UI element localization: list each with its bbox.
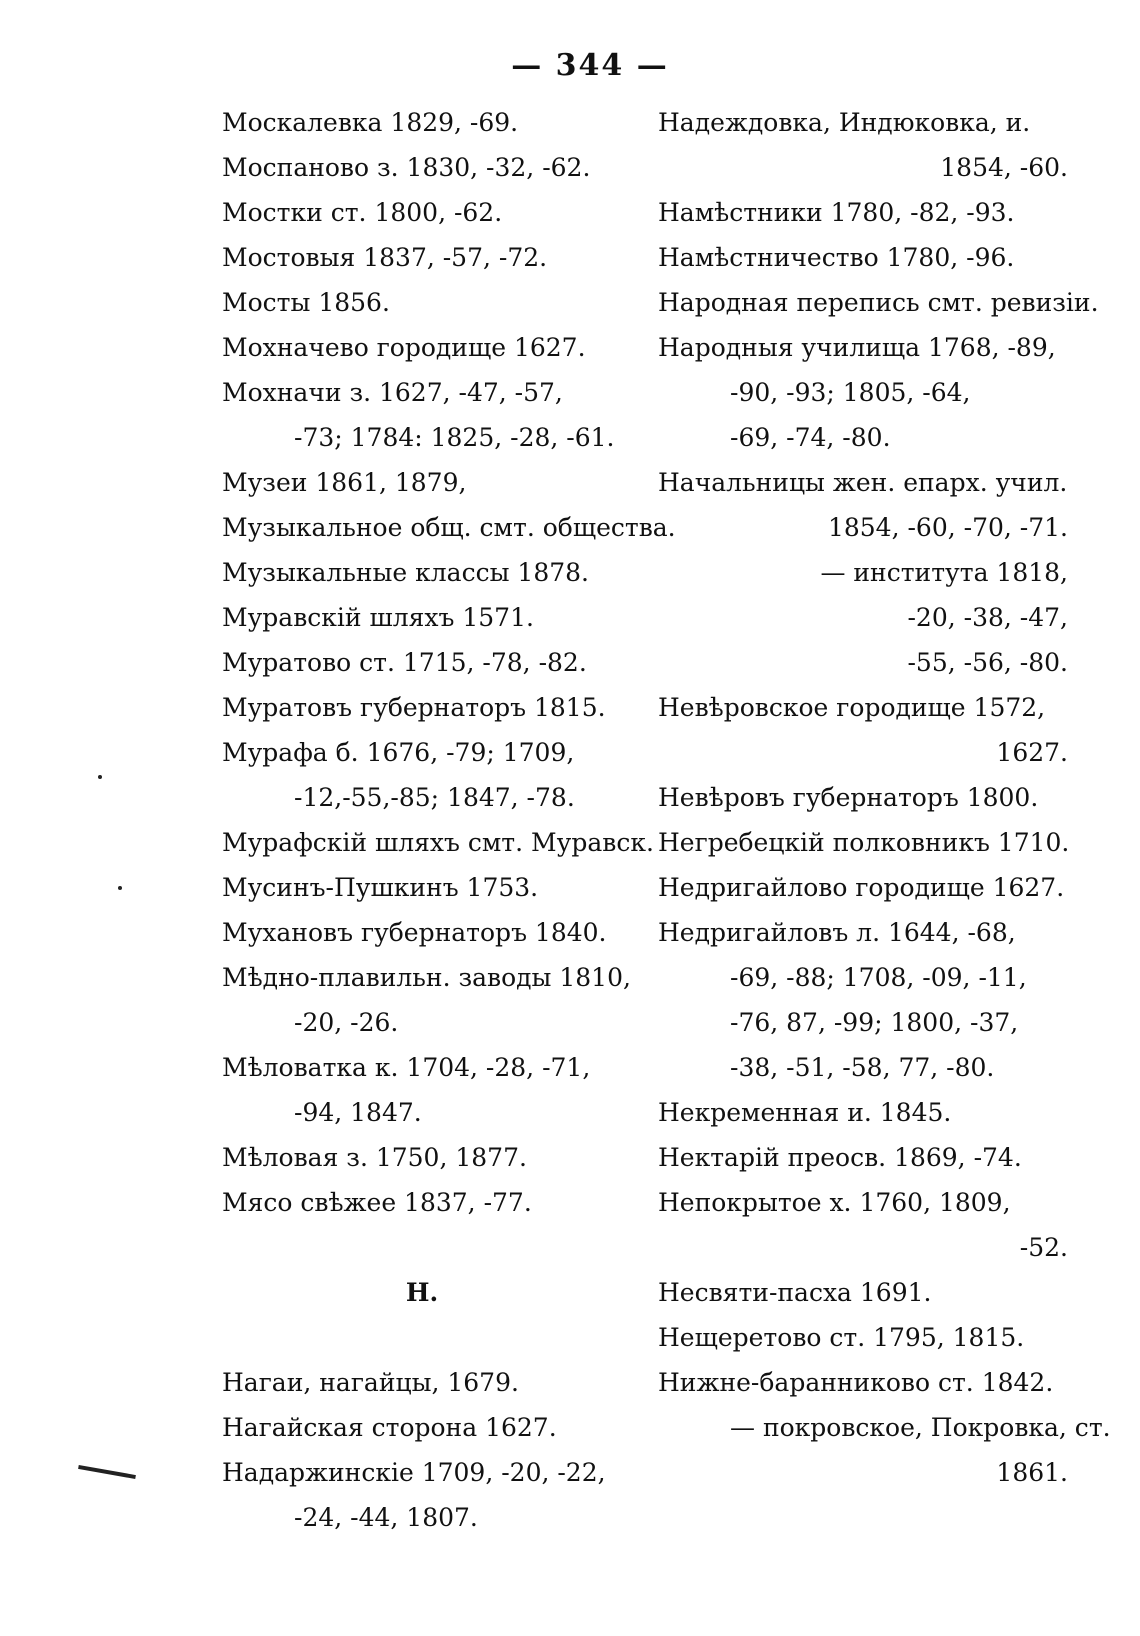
index-entry-line: Намѣстники 1780, -82, -93. [658,198,1015,227]
index-entry-line: Недригайловъ л. 1644, -68, [658,918,1016,947]
index-entry-line: Недригайлово городище 1627. [658,873,1065,902]
index-entry-line: Мостовыя 1837, -57, -72. [222,243,548,272]
index-column-left [222,100,676,1540]
index-entry-line: Мясо свѣжее 1837, -77. [222,1188,532,1217]
index-entry-line: 1627. [996,738,1068,767]
index-entry-line: Некременная и. 1845. [658,1098,952,1127]
index-entry-line: Негребецкій полковникъ 1710. [658,828,1070,857]
index-entry-line: -52. [1019,1233,1068,1262]
index-entry-line: — покровское, Покровка, ст. [730,1413,1111,1442]
index-entry-line [222,1315,622,1360]
index-entry-line: Н. [405,1278,439,1307]
page-number: — 344 — [511,48,669,83]
index-entry-line: -90, -93; 1805, -64, [730,378,971,407]
index-entry-line: Муратово ст. 1715, -78, -82. [222,648,587,677]
index-entry-line: Мѣловая з. 1750, 1877. [222,1143,527,1172]
index-entry-line: -24, -44, 1807. [294,1503,478,1532]
index-entry-line: Мѣдно-плавильн. заводы 1810, [222,963,631,992]
index-entry-line: Нагаи, нагайцы, 1679. [222,1368,519,1397]
index-entry-line: Невѣровское городище 1572, [658,693,1046,722]
index-entry-line: Мѣловатка к. 1704, -28, -71, [222,1053,591,1082]
index-entry-line: Мусинъ-Пушкинъ 1753. [222,873,539,902]
index-column-right [658,100,1111,1495]
index-entry-line: Муратовъ губернаторъ 1815. [222,693,606,722]
scan-dot-mark [98,775,102,779]
index-entry-line: Намѣстничество 1780, -96. [658,243,1015,272]
index-entry-line: Москалевка 1829, -69. [222,108,519,137]
index-entry-line: Нещеретово ст. 1795, 1815. [658,1323,1025,1352]
index-entry-line: -94, 1847. [294,1098,422,1127]
index-entry-line: -38, -51, -58, 77, -80. [730,1053,995,1082]
index-entry-line: Моспаново з. 1830, -32, -62. [222,153,591,182]
index-entry-line: Муравскій шляхъ 1571. [222,603,534,632]
index-entry-line: Музеи 1861, 1879, [222,468,467,497]
index-entry-line: — института 1818, [820,558,1068,587]
index-entry-line: 1854, -60, -70, -71. [827,513,1068,542]
scan-stroke-mark [78,1465,136,1479]
index-entry-line: 1854, -60. [940,153,1068,182]
index-entry-line: Надаржинскіе 1709, -20, -22, [222,1458,606,1487]
index-entry-line: Нектарій преосв. 1869, -74. [658,1143,1022,1172]
index-entry-line: Надеждовка, Индюковка, и. [658,108,1031,137]
index-entry-line: Мурафскій шляхъ смт. Муравск. [222,828,654,857]
index-entry-line: Музыкальное общ. смт. общества. [222,513,676,542]
scan-dot-mark [118,886,122,890]
index-entry-line: Мохначево городище 1627. [222,333,586,362]
index-entry-line: Невѣровъ губернаторъ 1800. [658,783,1039,812]
index-entry-line: -12,-55,-85; 1847, -78. [294,783,575,812]
index-entry-line: Мосты 1856. [222,288,390,317]
index-entry-line: Несвяти-пасха 1691. [658,1278,932,1307]
index-entry-line [222,1225,622,1270]
index-entry-line: Непокрытое х. 1760, 1809, [658,1188,1011,1217]
index-entry-line: Мохначи з. 1627, -47, -57, [222,378,563,407]
index-entry-line: -55, -56, -80. [907,648,1068,677]
index-entry-line: Мурафа б. 1676, -79; 1709, [222,738,575,767]
index-entry-line: -69, -74, -80. [730,423,891,452]
index-entry-line: Музыкальные классы 1878. [222,558,589,587]
index-entry-line: Народныя училища 1768, -89, [658,333,1056,362]
index-entry-line: 1861. [996,1458,1068,1487]
index-entry-line: -20, -26. [294,1008,399,1037]
index-entry-line: Мостки ст. 1800, -62. [222,198,503,227]
index-entry-line: Мухановъ губернаторъ 1840. [222,918,607,947]
index-entry-line: Нагайская сторона 1627. [222,1413,557,1442]
index-entry-line: Нижне-баранниково ст. 1842. [658,1368,1054,1397]
index-entry-line: Начальницы жен. епарх. учил. [658,468,1068,497]
index-entry-line: -69, -88; 1708, -09, -11, [730,963,1027,992]
index-entry-line: -20, -38, -47, [907,603,1068,632]
index-entry-line: Народная перепись смт. ревизіи. [658,288,1099,317]
index-entry-line: -76, 87, -99; 1800, -37, [730,1008,1019,1037]
index-entry-line: -73; 1784: 1825, -28, -61. [294,423,615,452]
